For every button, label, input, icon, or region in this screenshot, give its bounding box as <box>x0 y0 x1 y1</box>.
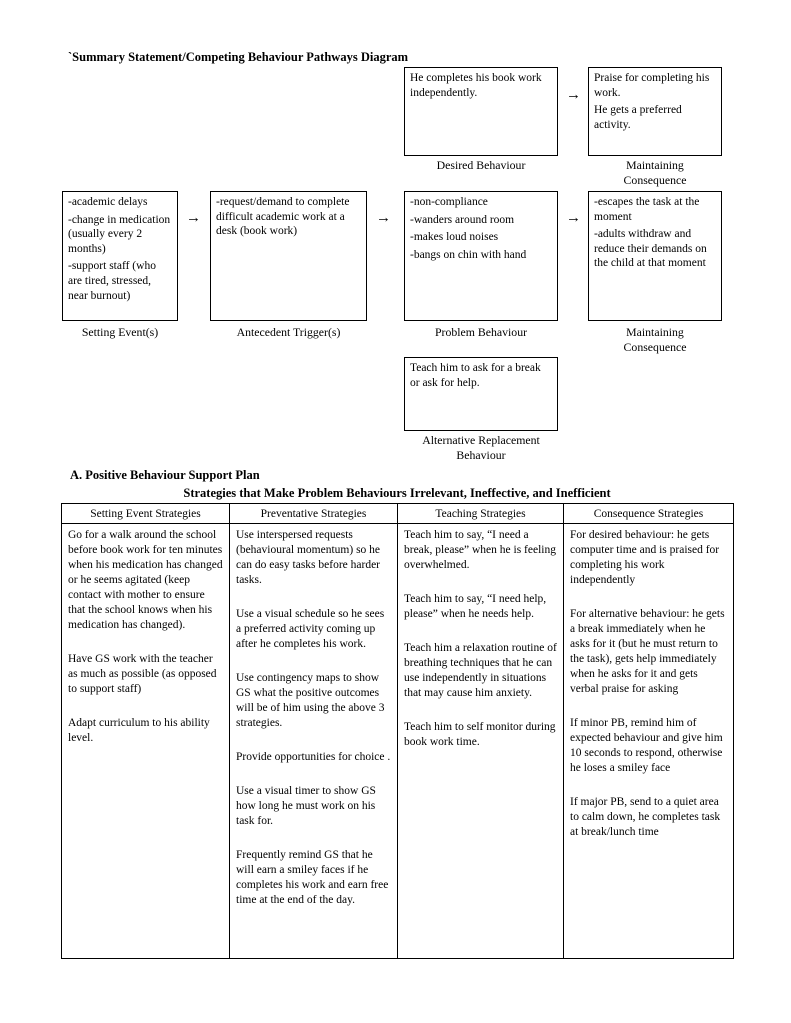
strategy-item: Frequently remind GS that he will earn a smiley faces if he completes his work and earn free time at the end of the day. <box>236 849 389 906</box>
desired-behaviour-box <box>404 67 558 156</box>
plan-heading: A. Positive Behaviour Support Plan <box>70 468 260 482</box>
strategy-item: If minor PB, remind him of expected behaviour and give him 10 seconds to respond, otherwise he loses a smiley face <box>570 717 723 774</box>
problem-behaviour-text: -wanders around room <box>410 213 515 226</box>
strategy-item: Use a visual timer to show GS how long he must work on his task for. <box>236 785 376 827</box>
arrow-right-icon: → <box>566 210 581 226</box>
table-header-row <box>62 504 734 524</box>
desired-consequence-box <box>588 67 722 156</box>
strategy-item: For desired behaviour: he gets computer time and is praised for completing his work independently <box>570 529 720 586</box>
problem-consequence-label: Maintaining Consequence <box>623 325 687 354</box>
desired-consequence-text: Praise for completing his work. <box>594 72 710 99</box>
desired-consequence-label: Maintaining Consequence <box>623 158 687 187</box>
desired-consequence-text: He gets a preferred activity. <box>594 104 682 131</box>
antecedent-label: Antecedent Trigger(s) <box>236 325 341 339</box>
antecedent-box <box>210 191 367 321</box>
strategy-item: Use a visual schedule so he sees a preferred activity coming up after he completes his work. <box>236 608 385 650</box>
strategy-item: Teach him a relaxation routine of breathing techniques that he can use independently in situations that may cause him anxiety. <box>404 642 557 699</box>
strategy-item: Provide opportunities for choice . <box>236 751 391 763</box>
strategy-item: Use interspersed requests (behavioural momentum) so he can do easy tasks before harder tasks. <box>236 529 381 586</box>
problem-consequence-text: -escapes the task at the moment <box>594 196 700 223</box>
desired-behaviour-label: Desired Behaviour <box>436 158 526 172</box>
alternative-behaviour-label: Alternative Replacement Behaviour <box>422 433 540 462</box>
diagram-title: `Summary Statement/Competing Behaviour Pathways Diagram <box>68 50 409 64</box>
strategy-item: For alternative behaviour: he gets a break immediately when he asks for it (but he must return to the task), gets help immediately when he asks for it and gets verbal praise for asking <box>570 608 725 695</box>
table-row <box>62 524 734 959</box>
strategy-item: Teach him to self monitor during book work time. <box>404 721 556 748</box>
problem-behaviour-text: -non-compliance <box>410 196 488 208</box>
strategies-table <box>61 503 734 959</box>
strategy-item: If major PB, send to a quiet area to calm down, he completes task at break/lunch time <box>570 796 721 838</box>
strategy-item: Have GS work with the teacher as much as possible (as opposed to support staff) <box>68 653 217 695</box>
consequence-strategies-cell <box>564 524 734 959</box>
strategy-item: Teach him to say, “I need help, please” when he needs help. <box>404 593 547 620</box>
column-header: Teaching Strategies <box>398 504 564 524</box>
antecedent-text: -request/demand to complete difficult academic work at a desk (book work) <box>216 196 350 238</box>
strategy-item: Use contingency maps to show GS what the positive outcomes will be of him using the above 3 strategies. <box>236 672 385 729</box>
desired-behaviour-text: He completes his book work independently. <box>410 72 542 99</box>
arrow-right-icon: → <box>186 210 201 226</box>
column-header: Consequence Strategies <box>564 504 734 524</box>
setting-event-text: -support staff (who are tired, stressed, near burnout) <box>68 260 156 302</box>
teaching-strategies-cell <box>398 524 564 959</box>
arrow-right-icon: → <box>566 87 581 103</box>
setting-event-box <box>62 191 178 321</box>
strategy-item: Go for a walk around the school before book work for ten minutes when his medication has changed or he seems agitated (keep contact with mother to ensure that the school knows when his medication has changed). <box>68 529 223 631</box>
strategy-item: Adapt curriculum to his ability level. <box>68 717 210 744</box>
problem-behaviour-text: -makes loud noises <box>410 231 499 244</box>
setting-event-text: -change in medication (usually every 2 months) <box>68 213 171 255</box>
preventative-strategies-cell <box>230 524 398 959</box>
strategy-item: Teach him to say, “I need a break, please” when he is feeling overwhelmed. <box>404 529 556 571</box>
setting-event-strategies-cell <box>62 524 230 959</box>
column-header: Preventative Strategies <box>230 504 398 524</box>
arrow-right-icon: → <box>376 210 391 226</box>
plan-subheading: Strategies that Make Problem Behaviours Irrelevant, Ineffective, and Inefficient <box>183 486 611 500</box>
setting-event-label: Setting Event(s) <box>81 325 159 339</box>
problem-consequence-box <box>588 191 722 321</box>
problem-behaviour-text: -bangs on chin with hand <box>410 248 527 261</box>
alternative-behaviour-box <box>404 357 558 431</box>
alternative-behaviour-text: Teach him to ask for a break or ask for help. <box>410 362 541 389</box>
problem-consequence-text: -adults withdraw and reduce their demands on the child at that moment <box>594 228 707 270</box>
problem-behaviour-label: Problem Behaviour <box>434 325 528 339</box>
setting-event-text: -academic delays <box>68 196 148 208</box>
problem-behaviour-box <box>404 191 558 321</box>
column-header: Setting Event Strategies <box>62 504 230 524</box>
